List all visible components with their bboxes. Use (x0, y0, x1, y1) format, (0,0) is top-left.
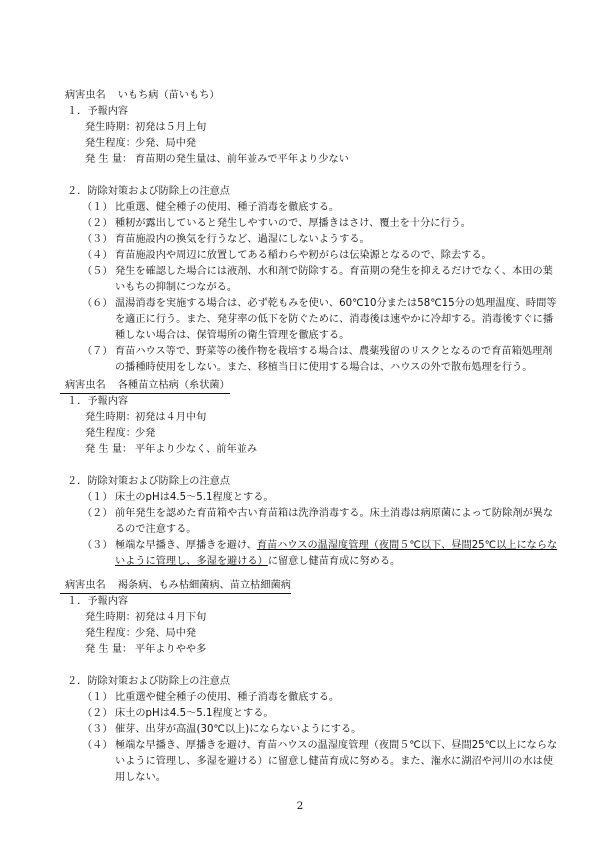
title-name: 褐条病、もみ枯細菌病、苗立枯細菌病 (117, 580, 291, 591)
heading-measures: ２．防除対策および防除上の注意点 (67, 676, 230, 687)
section-title (60, 578, 291, 594)
measure-item: （４） 極端な早播き、厚播きを避け、育苗ハウスの温湿度管理（夜間５℃以下、昼間25℃以上にならないように管理し、多湿を避ける）に留意し健苗育成に努める。また、潅水に湖沼や河川の水は使用しない。 (82, 740, 558, 783)
measure-item: （３） 催芽、出芽が高温(30℃以上)にならないようにする。 (82, 724, 362, 735)
heading-forecast: １．予報内容 (67, 106, 129, 117)
measure-item: （７） 育苗ハウス等で、野菜等の後作物を栽培する場合は、農薬残留のリスクとなるので育苗箱処理剤の播種時使用をしない。また、移植当日に使用する場合は、ハウスの外で散布処理を行う。 (82, 346, 553, 373)
measure-item: （２） 床土のpHは4.5～5.1程度とする。 (82, 708, 274, 719)
heading-forecast: １．予報内容 (67, 596, 129, 607)
section-title (60, 88, 560, 104)
forecast-amount: 発 生 量： 平年より少なく、前年並み (85, 444, 258, 455)
forecast-degree: 発生程度：少発、局中発 (85, 628, 197, 639)
measure-item: （２） 前年発生を認めた育苗箱や古い育苗箱は洗浄消毒する。床土消毒は病原菌によって防除剤が異なるので注意する。 (82, 508, 554, 535)
forecast-timing: 発生時期：初発は４月中旬 (85, 412, 207, 423)
forecast-timing: 発生時期：初発は５月上旬 (85, 122, 207, 133)
measure-item: （１） 床土のpHは4.5～5.1程度とする。 (82, 492, 274, 503)
page-number: 2 (296, 800, 304, 812)
title-label: 病害虫名 (65, 90, 106, 101)
measure-item: （１） 比重選、健全種子の使用、種子消毒を徹底する。 (82, 202, 340, 213)
forecast-amount: 発 生 量： 平年よりやや多 (85, 644, 207, 655)
heading-forecast: １．予報内容 (67, 396, 129, 407)
measure-item: （４） 育苗施設内や周辺に放置してある稲わらや籾がらは伝染源となるので、除去する。 (82, 250, 492, 261)
forecast-degree: 発生程度：少発、局中発 (85, 138, 197, 149)
forecast-degree: 発生程度：少発 (85, 428, 156, 439)
measure-item: （１） 比重選や健全種子の使用、種子消毒を徹底する。 (82, 692, 340, 703)
section-title (60, 378, 230, 394)
measure-item: （３） 育苗施設内の換気を行うなど、過湿にしないようする。 (82, 234, 370, 245)
title-label: 病害虫名 (65, 380, 106, 391)
measure-item: （６） 温湯消毒を実施する場合は、必ず乾もみを使い、60℃10分または58℃15分の処理温度、時間等を適正に行う。また、発芽率の低下を防ぐために、消毒後は速やかに冷却する。消毒後すぐに播種しない場合は、保管場所の衛生管理を徹底する。 (82, 298, 557, 341)
section-rice-blast (60, 88, 560, 376)
heading-measures: ２．防除対策および防除上の注意点 (67, 476, 230, 487)
title-name: 各種苗立枯病（糸状菌） (117, 380, 230, 391)
heading-measures: ２．防除対策および防除上の注意点 (67, 186, 230, 197)
measure-item: （２） 種籾が露出していると発生しやすいので、厚播きはさけ、覆土を十分に行う。 (82, 218, 471, 229)
section-seedling-damping-off-fungal (60, 373, 560, 570)
forecast-amount: 発 生 量： 育苗期の発生量は、前年並みで平年より少ない (85, 154, 349, 165)
title-name: いもち病（苗いもち） (117, 90, 220, 101)
section-bacterial-diseases (60, 573, 560, 786)
title-label: 病害虫名 (65, 580, 106, 591)
measure-item: （５） 発生を確認した場合には液剤、水和剤で防除する。育苗期の発生を抑えるだけでなく、本田の葉いもちの抑制につながる。 (82, 266, 553, 293)
measure-item: （３） 極端な早播き、厚播きを避け、育苗ハウスの温湿度管理（夜間５℃以下、昼間25℃以上にならないように管理し、多湿を避ける）に留意し健苗育成に努める。 (82, 540, 558, 567)
underlined-note: 育苗ハウスの温湿度管理（夜間５℃以下、昼間25℃以上にならないように管理し、多湿を避ける） (115, 540, 558, 567)
forecast-timing: 発生時期：初発は４月下旬 (85, 612, 207, 623)
